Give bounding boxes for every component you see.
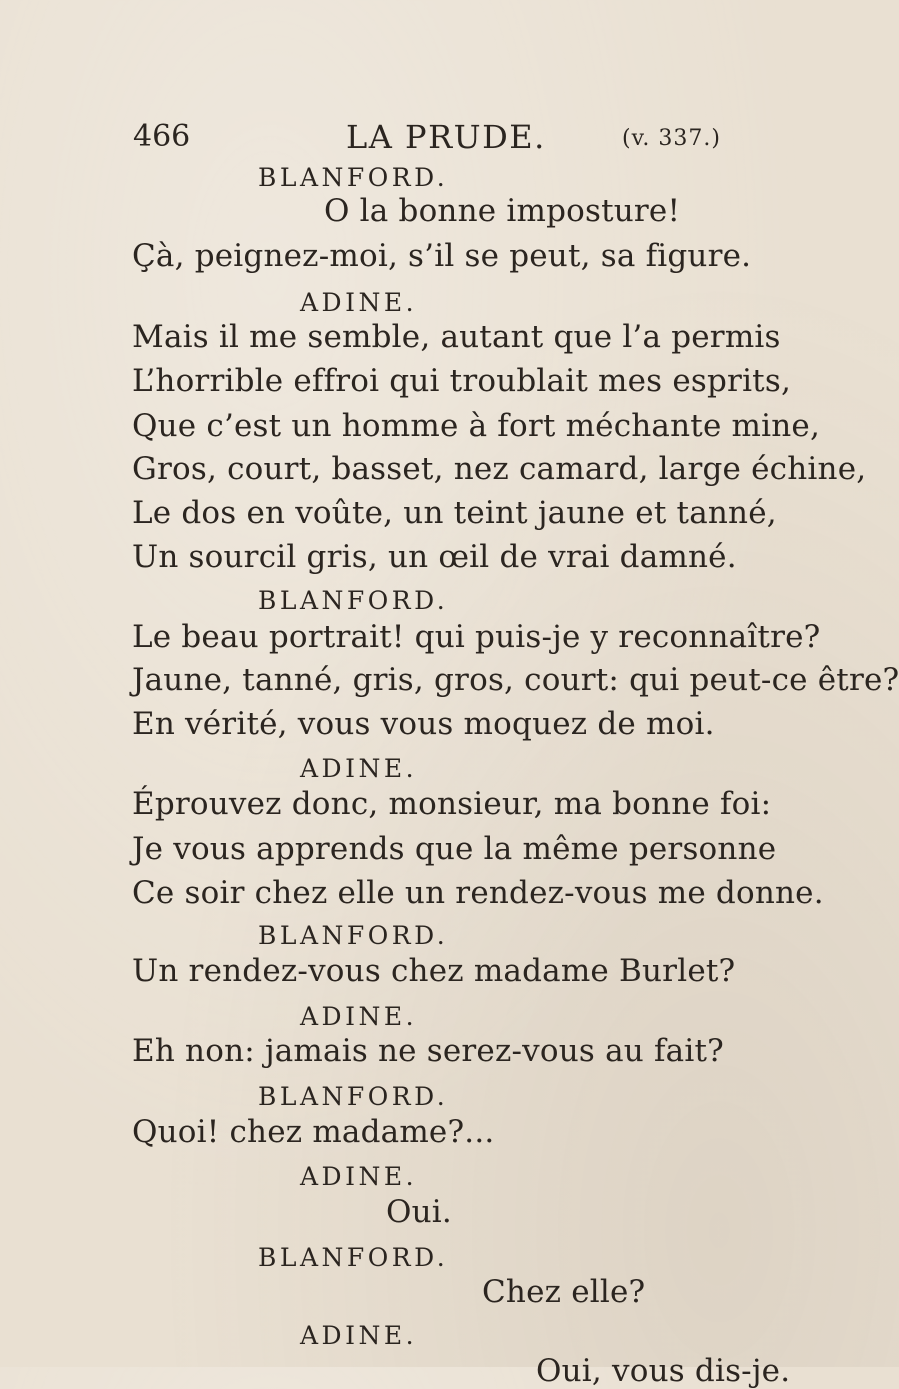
running-title: LA PRUDE. — [346, 118, 546, 156]
verse-line: Chez elle? — [482, 1274, 646, 1310]
speaker-name: BLANFORD. — [258, 1243, 449, 1272]
verse-line: Je vous apprends que la même personne — [132, 831, 777, 867]
verse-line: L’horrible effroi qui troublait mes esprits, — [132, 363, 791, 399]
verse-line: Çà, peignez-moi, s’il se peut, sa figure. — [132, 238, 752, 274]
verse-line: Oui. — [386, 1194, 452, 1230]
verse-line: Ce soir chez elle un rendez-vous me donne. — [132, 875, 824, 911]
verse-line: Éprouvez donc, monsieur, ma bonne foi: — [132, 786, 772, 822]
verse-line: Quoi! chez madame?... — [132, 1114, 495, 1150]
speaker-name: ADINE. — [300, 1002, 418, 1031]
verse-line: Un sourcil gris, un œil de vrai damné. — [132, 539, 737, 575]
page-number: 466 — [133, 119, 191, 154]
verse-line: En vérité, vous vous moquez de moi. — [132, 706, 715, 742]
verse-line: Le dos en voûte, un teint jaune et tanné, — [132, 495, 777, 531]
verse-line: Mais il me semble, autant que l’a permis — [132, 319, 781, 355]
speaker-name: ADINE. — [300, 1321, 418, 1350]
verse-reference: (v. 337.) — [622, 126, 721, 151]
speaker-name: BLANFORD. — [258, 163, 449, 192]
speaker-name: ADINE. — [300, 754, 418, 783]
speaker-name: BLANFORD. — [258, 921, 449, 950]
verse-line: Gros, court, basset, nez camard, large échine, — [132, 451, 867, 487]
verse-line: Eh non: jamais ne serez-vous au fait? — [132, 1033, 724, 1069]
verse-line: Que c’est un homme à fort méchante mine, — [132, 408, 821, 444]
speaker-name: ADINE. — [300, 288, 418, 317]
speaker-name: BLANFORD. — [258, 586, 449, 615]
verse-line: Oui, vous dis-je. — [536, 1353, 791, 1389]
speaker-name: ADINE. — [300, 1162, 418, 1191]
verse-line: Jaune, tanné, gris, gros, court: qui peut-ce être? — [132, 662, 899, 698]
verse-line: O la bonne imposture! — [324, 193, 681, 229]
verse-line: Un rendez-vous chez madame Burlet? — [132, 953, 736, 989]
speaker-name: BLANFORD. — [258, 1082, 449, 1111]
verse-line: Le beau portrait! qui puis-je y reconnaître? — [132, 619, 821, 655]
